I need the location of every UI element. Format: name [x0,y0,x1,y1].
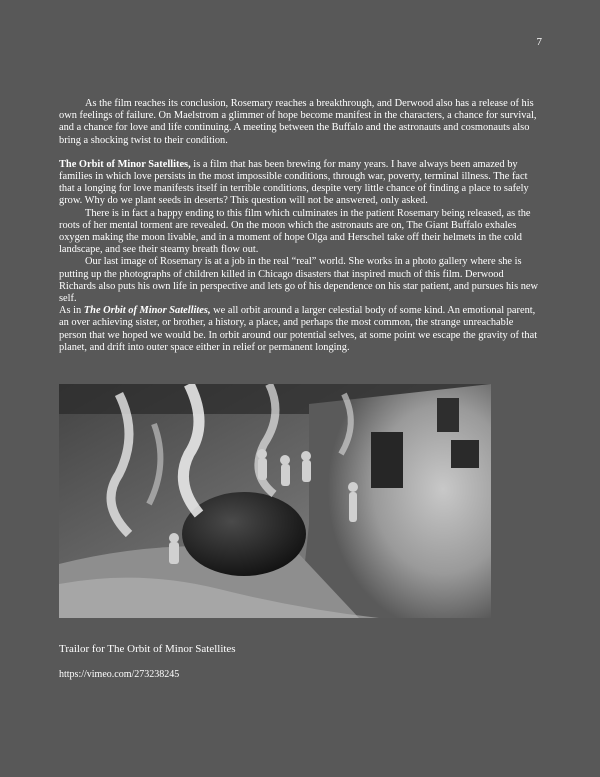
paragraph-brewing [59,159,540,208]
paragraph-happy-ending: There is in fact a happy ending to this film which culminates in the patient Rosemary being released, as the roots of her mental torment are revealed. On the moon which the astronauts are on, The Giant Buffalo exhales oxygen making the moon livable, and in a moment of hope Olga and Herschel take off their helmets in the cold landscape, and see their steamy breath flow out. [59,207,531,256]
paragraph-brewing-text: is a film that has been brewing for many years. I have always been amazed by families in which love persists in the most impossible conditions, through war, poverty, terminal illness. The fact that a longing for love manifests itself in terrible conditions, despite very little chance of finding a place to safely grow. Why do we plant seeds in deserts? This question will not be answered, only asked. [59,158,529,207]
paragraph-last-image: Our last image of Rosemary is at a job in the real “real” world. She works in a photo gallery where she is putting up the photographs of children killed in Chicago disasters that inspired much of this film. Derwood Richards also puts his own life in perspective and lets go of his dependence on his star patient, and pursues his new self. [59,256,539,305]
paragraph-conclusion: As the film reaches its conclusion, Rosemary reaches a breakthrough, and Derwood also has a release of his own feelings of failure. On Maelstrom a glimmer of hope become manifest in the characters, a chance for survival, and a chance for love and life continuing. A meeting between the Buffalo and the astronauts and cosmonauts also bring a shocking twist to their condition. [59,98,537,146]
trailor-label: Trailor for The Orbit of Minor Satellites [59,643,236,655]
paragraph-orbit [59,305,540,354]
body-text [59,98,540,354]
photo-window-1 [437,398,459,432]
film-still-photo [59,384,491,618]
film-title-bold: The Orbit of Minor Satellites, [59,158,191,170]
page-number: 7 [536,36,542,48]
photo-window-2 [371,432,403,488]
paragraph-orbit-lead: As in [59,305,84,317]
film-title-bold-italic: The Orbit of Minor Satellites, [83,305,211,317]
photo-boulder [182,492,306,576]
paragraph-orbit-text: we all orbit around a larger celestial body of some kind. An emotional parent, an over achieving sister, or brother, a history, a place, and perhaps the most common, the strange unreachable person that we hoped we would be. In orbit around our potential selves, at some point we escape the gravity of that planet, and drift into outer space either in relief or permanent longing. [59,305,538,353]
vimeo-link[interactable]: https://vimeo.com/273238245 [59,669,180,680]
photo-wall [299,384,491,618]
photo-window-3 [451,440,479,468]
